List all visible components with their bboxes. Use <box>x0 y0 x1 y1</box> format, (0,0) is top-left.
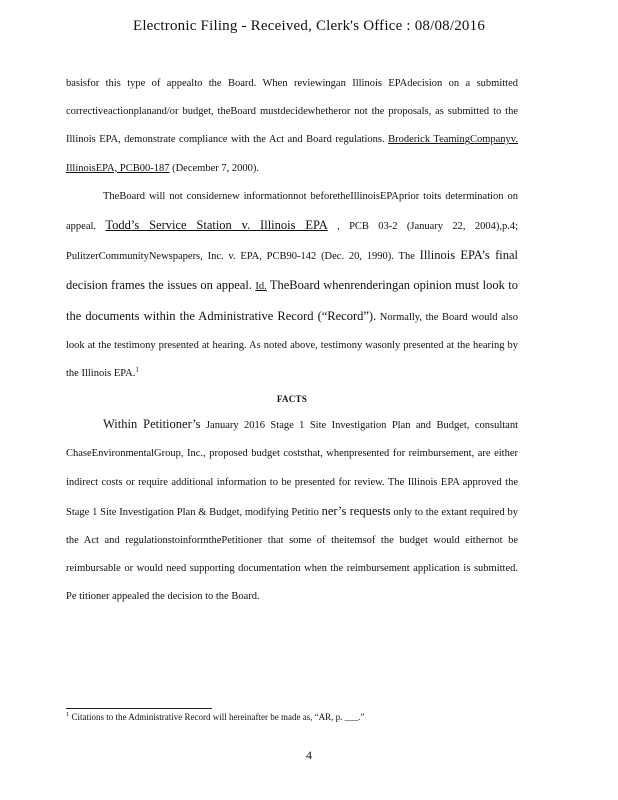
footnote-text: Citations to the Administrative Record will hereinafter be made as, “AR, p. ___.” <box>69 712 365 722</box>
footnote-number: 1 <box>66 711 70 718</box>
paragraph-text: TheBoard will not considernew informationnot beforetheIllinoisEPAprior toits determination on appeal. <box>66 190 518 233</box>
paragraph-text-large: Illinois EPA’s final decision frames the issues on appeal. <box>66 248 518 293</box>
paragraph-standard-of-review <box>66 70 518 183</box>
section-heading-facts: FACTS <box>276 394 308 405</box>
paragraph-text-large: ner’s requests <box>321 503 391 518</box>
paragraph-text: January 2016 Stage 1 Site Investigation Plan and Budget, consultant ChaseEnvironmentalGroup, Inc., proposed budget coststhat, whenpresented for reimbursement, are either indirect costs or require additional information to be presented for review. The Illinois EPA approved the Stage 1 Site Investigation Plan & Budget, modifying Petitio <box>66 420 518 518</box>
case-citation-todds: Todd’s Service Station v. Illinois EPA <box>105 218 328 233</box>
footnote-reference: 1 <box>135 365 139 374</box>
paragraph-text: Normally, the Board would also look at the testimony presented at hearing. As noted above, testimony wasonly presented at the hearing by the Illinois EPA. <box>66 311 518 380</box>
paragraph-text-large: Within Petitioner’s <box>103 417 201 432</box>
footnote-divider <box>66 708 212 709</box>
footnote <box>66 712 526 722</box>
paragraph-text-large: TheBoard whenrenderingan opinion must look to the documents within the Administrative Record (“Record”). <box>66 278 518 323</box>
case-citation-broderick: Broderick TeamingCompanyv. IllinoisEPA, PCB00-187 <box>66 134 518 174</box>
paragraph-text: , PCB 03-2 (January 22, 2004),p.4; PulitzerCommunityNewspapers, Inc. v. EPA, PCB90-142 (Dec. 20, 1990). The <box>66 221 518 263</box>
page-number: 4 <box>306 748 312 762</box>
paragraph-record-on-appeal <box>66 183 518 388</box>
electronic-filing-header: Electronic Filing - Received, Clerk's Office : 08/08/2016 <box>132 18 486 34</box>
paragraph-facts <box>66 410 518 611</box>
document-body <box>66 70 518 612</box>
paragraph-text: basisfor this type of appealto the Board. When reviewingan Illinois EPAdecision on a submitted correctiveactionplanand/or budget, theBoard mustdecidewhetheror not the proposals, as submitted to the Illinois EPA, demonstrate compliance with the Act and Board regulations. <box>66 78 518 146</box>
paragraph-text: only to the extant required by the Act and regulationstoinformthePetitioner that some of theitemsof the budget would eithernot be reimbursable or would need supporting documentation when the reimbursement application is submitted. Pe titioner appealed the decision to the Board. <box>66 506 518 603</box>
paragraph-text: (December 7, 2000). <box>169 162 259 174</box>
citation-id: Id. <box>255 281 267 293</box>
